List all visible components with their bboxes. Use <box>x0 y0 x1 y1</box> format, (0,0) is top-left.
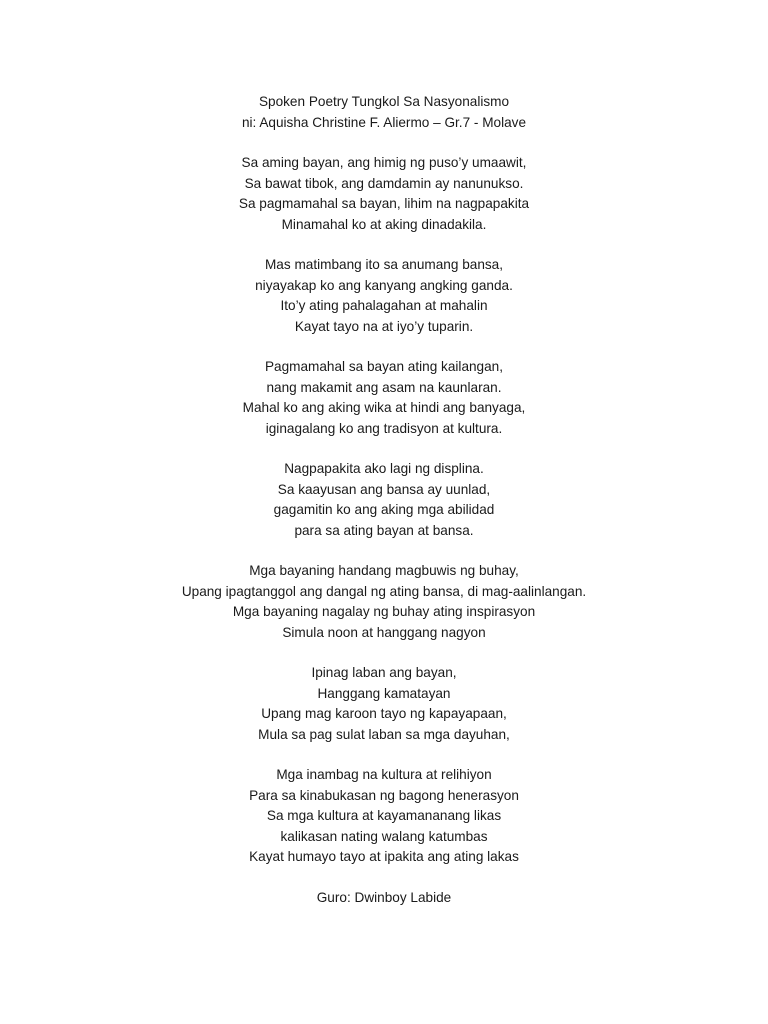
poem-body <box>0 153 768 868</box>
document-page <box>0 92 768 908</box>
poem-stanza <box>0 663 768 745</box>
poem-line: Nagpapakita ako lagi ng displina. <box>284 461 484 476</box>
poem-line: Ito’y ating pahalagahan at mahalin <box>280 298 488 313</box>
poem-line: Kayat tayo na at iyo’y tuparin. <box>294 318 474 334</box>
poem-line: para sa ating bayan at bansa. <box>294 522 474 538</box>
poem-line: Pagmamahal sa bayan ating kailangan, <box>264 359 504 374</box>
document-header <box>0 92 768 133</box>
poem-line: Upang ipagtanggol ang dangal ng ating bansa, di mag-aalinlangan. <box>181 583 587 599</box>
poem-line: Sa pagmamahal sa bayan, lihim na nagpapakita <box>238 196 530 211</box>
poem-line: Kayat humayo tayo at ipakita ang ating lakas <box>249 849 519 864</box>
poem-stanza <box>0 765 768 868</box>
document-footer <box>0 888 768 909</box>
poem-line: Upang mag karoon tayo ng kapayapaan, <box>261 706 507 721</box>
poem-line: Mahal ko ang aking wika at hindi ang banyaga, <box>242 400 526 415</box>
poem-line: Para sa kinabukasan ng bagong henerasyon <box>249 787 519 803</box>
poem-line: kalikasan nating walang katumbas <box>280 828 488 844</box>
poem-line: Ipinag laban ang bayan, <box>311 665 457 680</box>
teacher-line: Guro: Dwinboy Labide <box>316 889 452 905</box>
poem-line: Sa mga kultura at kayamananang likas <box>266 808 502 823</box>
poem-line: Minamahal ko at aking dinadakila. <box>281 216 487 232</box>
poem-line: Mas matimbang ito sa anumang bansa, <box>264 257 504 272</box>
poem-stanza <box>0 561 768 643</box>
poem-line: Mga bayaning nagalay ng buhay ating inspirasyon <box>232 604 536 619</box>
poem-stanza <box>0 357 768 439</box>
poem-line: Mga bayaning handang magbuwis ng buhay, <box>249 563 519 578</box>
poem-title: Spoken Poetry Tungkol Sa Nasyonalismo <box>258 94 510 109</box>
poem-line: Hanggang kamatayan <box>317 685 451 701</box>
poem-line: iginagalang ko ang tradisyon at kultura. <box>265 420 503 436</box>
poem-line: niyayakap ko ang kanyang angking ganda. <box>255 277 513 293</box>
poem-line: Sa aming bayan, ang himig ng puso’y umaawit, <box>241 155 527 170</box>
poem-stanza <box>0 459 768 541</box>
poem-line: Sa bawat tibok, ang damdamin ay nanunukso. <box>244 175 524 191</box>
poem-line: gagamitin ko ang aking mga abilidad <box>273 502 495 517</box>
poem-line: nang makamit ang asam na kaunlaran. <box>266 379 502 395</box>
poem-line: Simula noon at hanggang nagyon <box>282 624 486 640</box>
poem-line: Mga inambag na kultura at relihiyon <box>276 767 492 782</box>
author-byline: ni: Aquisha Christine F. Aliermo – Gr.7 - Molave <box>241 114 527 130</box>
poem-stanza <box>0 255 768 337</box>
poem-line: Sa kaayusan ang bansa ay uunlad, <box>277 481 491 497</box>
poem-stanza <box>0 153 768 235</box>
poem-line: Mula sa pag sulat laban sa mga dayuhan, <box>258 726 510 742</box>
